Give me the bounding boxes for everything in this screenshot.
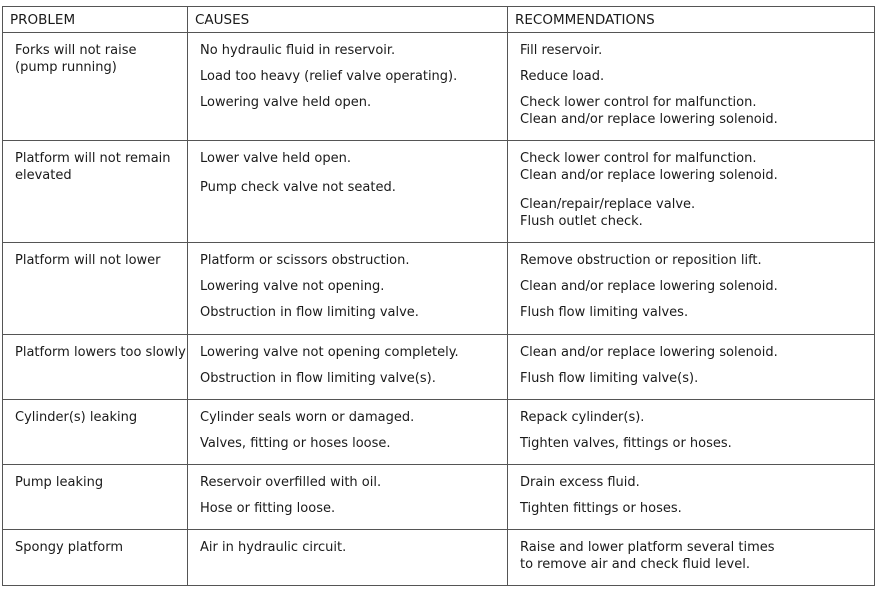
recommendation-text: to remove air and check fluid level. bbox=[520, 557, 750, 572]
problem-text: Forks will not raise bbox=[15, 43, 137, 58]
table-row bbox=[3, 335, 875, 400]
recommendation-text: Flush flow limiting valves. bbox=[520, 305, 689, 320]
cause-entry bbox=[200, 252, 501, 269]
causes-cell bbox=[188, 465, 508, 530]
recommendation-text: Clean and/or replace lowering solenoid. bbox=[520, 168, 778, 183]
causes-cell bbox=[188, 33, 508, 141]
cause-entry bbox=[200, 500, 501, 517]
cause-entry bbox=[200, 344, 501, 361]
table-row bbox=[3, 530, 875, 586]
recommendation-entry bbox=[520, 500, 868, 517]
troubleshooting-table bbox=[2, 6, 875, 586]
recommendation-text: Repack cylinder(s). bbox=[520, 410, 645, 425]
recommendation-text: Clean and/or replace lowering solenoid. bbox=[520, 112, 778, 127]
table-row bbox=[3, 141, 875, 243]
cause-text: Cylinder seals worn or damaged. bbox=[200, 410, 415, 425]
recommendations-cell bbox=[508, 33, 875, 141]
recommendations-cell bbox=[508, 465, 875, 530]
table-row bbox=[3, 243, 875, 335]
recommendation-text: Tighten fittings or hoses. bbox=[520, 501, 682, 516]
problem-text: Platform lowers too slowly bbox=[15, 345, 186, 360]
cause-entry bbox=[200, 435, 501, 452]
recommendation-entry bbox=[520, 94, 868, 128]
recommendation-text: Flush outlet check. bbox=[520, 214, 643, 229]
cause-entry bbox=[200, 94, 501, 111]
cause-text: Platform or scissors obstruction. bbox=[200, 253, 410, 268]
problem-cell bbox=[3, 465, 188, 530]
recommendation-text: Clean/repair/replace valve. bbox=[520, 197, 696, 212]
recommendation-entry bbox=[520, 150, 868, 184]
problem-text: Platform will not remain bbox=[15, 151, 171, 166]
recommendation-entry bbox=[520, 539, 868, 573]
causes-cell bbox=[188, 243, 508, 335]
problem-text: Cylinder(s) leaking bbox=[15, 410, 138, 425]
recommendations-cell bbox=[508, 335, 875, 400]
recommendation-text: Clean and/or replace lowering solenoid. bbox=[520, 345, 778, 360]
cause-text: Reservoir overfilled with oil. bbox=[200, 475, 382, 490]
problem-cell bbox=[3, 33, 188, 141]
recommendation-entry bbox=[520, 42, 868, 59]
recommendation-text: Flush flow limiting valve(s). bbox=[520, 371, 699, 386]
cause-text: Air in hydraulic circuit. bbox=[200, 540, 347, 555]
cause-entry bbox=[200, 278, 501, 295]
recommendation-entry bbox=[520, 344, 868, 361]
problem-text: (pump running) bbox=[15, 60, 117, 75]
recommendation-text: Check lower control for malfunction. bbox=[520, 95, 757, 110]
recommendation-entry bbox=[520, 409, 868, 426]
cause-text: Obstruction in flow limiting valve(s). bbox=[200, 371, 436, 386]
recommendations-cell bbox=[508, 243, 875, 335]
problem-cell bbox=[3, 400, 188, 465]
header-recommendations: RECOMMENDATIONS bbox=[508, 7, 875, 33]
recommendation-entry bbox=[520, 68, 868, 85]
cause-entry bbox=[200, 179, 501, 196]
problem-cell bbox=[3, 141, 188, 243]
recommendation-entry bbox=[520, 196, 868, 230]
recommendation-entry bbox=[520, 252, 868, 269]
cause-entry bbox=[200, 370, 501, 387]
problem-cell bbox=[3, 335, 188, 400]
recommendation-text: Drain excess fluid. bbox=[520, 475, 640, 490]
causes-cell bbox=[188, 335, 508, 400]
recommendation-text: Tighten valves, fittings or hoses. bbox=[520, 436, 732, 451]
cause-text: Obstruction in flow limiting valve. bbox=[200, 305, 419, 320]
recommendations-cell bbox=[508, 400, 875, 465]
cause-entry bbox=[200, 539, 501, 556]
problem-text: Platform will not lower bbox=[15, 253, 161, 268]
cause-entry bbox=[200, 68, 501, 85]
cause-text: Lowering valve not opening. bbox=[200, 279, 385, 294]
cause-entry bbox=[200, 42, 501, 59]
problem-text: Pump leaking bbox=[15, 475, 104, 490]
problem-text: elevated bbox=[15, 168, 72, 183]
cause-text: Lowering valve not opening completely. bbox=[200, 345, 459, 360]
causes-cell bbox=[188, 141, 508, 243]
recommendation-text: Reduce load. bbox=[520, 69, 605, 84]
recommendations-cell bbox=[508, 141, 875, 243]
cause-text: Hose or fitting loose. bbox=[200, 501, 336, 516]
header-row bbox=[3, 7, 875, 33]
recommendation-text: Remove obstruction or reposition lift. bbox=[520, 253, 762, 268]
problem-text: Spongy platform bbox=[15, 540, 124, 555]
recommendation-entry bbox=[520, 435, 868, 452]
problem-cell bbox=[3, 243, 188, 335]
cause-text: Lower valve held open. bbox=[200, 151, 351, 166]
recommendation-text: Fill reservoir. bbox=[520, 43, 603, 58]
recommendation-text: Clean and/or replace lowering solenoid. bbox=[520, 279, 778, 294]
cause-entry bbox=[200, 409, 501, 426]
causes-cell bbox=[188, 530, 508, 586]
causes-cell bbox=[188, 400, 508, 465]
table-body bbox=[3, 33, 875, 586]
table-row bbox=[3, 400, 875, 465]
cause-text: No hydraulic fluid in reservoir. bbox=[200, 43, 396, 58]
cause-entry bbox=[200, 150, 501, 167]
cause-text: Valves, fitting or hoses loose. bbox=[200, 436, 391, 451]
table-row bbox=[3, 465, 875, 530]
problem-cell bbox=[3, 530, 188, 586]
recommendation-entry bbox=[520, 474, 868, 491]
recommendation-entry bbox=[520, 304, 868, 321]
recommendation-text: Check lower control for malfunction. bbox=[520, 151, 757, 166]
cause-text: Load too heavy (relief valve operating). bbox=[200, 69, 458, 84]
recommendation-text: Raise and lower platform several times bbox=[520, 540, 775, 555]
cause-text: Lowering valve held open. bbox=[200, 95, 372, 110]
recommendation-entry bbox=[520, 370, 868, 387]
table-row bbox=[3, 33, 875, 141]
cause-entry bbox=[200, 474, 501, 491]
cause-text: Pump check valve not seated. bbox=[200, 180, 396, 195]
header-problem: PROBLEM bbox=[3, 7, 188, 33]
recommendation-entry bbox=[520, 278, 868, 295]
header-causes: CAUSES bbox=[188, 7, 508, 33]
cause-entry bbox=[200, 304, 501, 321]
recommendations-cell bbox=[508, 530, 875, 586]
